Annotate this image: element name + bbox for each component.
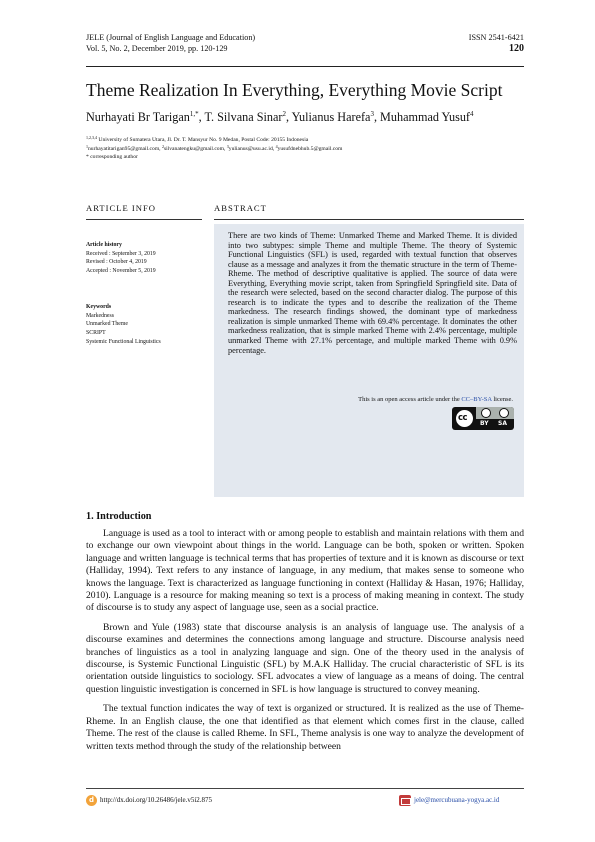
- author-sup: 3: [370, 110, 374, 118]
- accepted-date: Accepted : November 5, 2019: [86, 268, 156, 275]
- keywords-heading: Keywords: [86, 303, 112, 310]
- affiliations: $^{1,2,3,4}$ University of Sumatera Utara, Jl. Dr. T. Mansyur No. 9 Medan, Postal Code: 20155 Indonesia $^1$nurhayatitarigan95@gmail.com, $^2$silvanatengku@gmail.com, $^3$yulianus@usu.ac.id, $^4$yusufdnebhub.5@gmail.com * corresponding author: [86, 135, 343, 161]
- author-name: T. Silvana Sinar: [204, 110, 283, 124]
- license-text: This is an open access article under the: [358, 396, 462, 403]
- share-alike-icon: [499, 408, 509, 418]
- cc-icon: [455, 409, 474, 428]
- corresponding-note: * corresponding author: [86, 154, 138, 161]
- author-name: Muhammad Yusuf: [380, 110, 470, 124]
- email-sup: 2: [161, 143, 164, 149]
- article-info-divider: [86, 219, 202, 220]
- article-info: [86, 241, 206, 346]
- author-list: Nurhayati Br Tarigan$^{1,*}$, T. Silvana Sinar$^2$, Yulianus Harefa$^3$, Muhammad Yusuf$^4$: [86, 110, 474, 124]
- article-info-heading: ARTICLE INFO: [86, 203, 156, 213]
- paragraph: Brown and Yule (1983) state that discourse analysis is an analysis of language use. The analysis of a discourse examines and determines the connections among language and structure. Discourse analysis need branches of linguistics as a tool in analyzing language and sign. One of the theory used in the analysis of discourse, is Systemic Functional Linguistic (SFL) by M.A.K Halliday. The crucial characteristic of SFL is its orientation outside linguistics to sociology. SFL advocates a view of language as a means of doing. The central question linguistic investigation is concerned in SFL is how language is structured to convey meaning.: [86, 621, 524, 695]
- revised-date: Revised : October 4, 2019: [86, 259, 147, 266]
- paper-title: Theme Realization In Everything, Everything Movie Script: [86, 80, 503, 100]
- keyword: Unmarked Theme: [86, 321, 128, 328]
- cc-symbol: cc: [458, 413, 467, 423]
- keyword: Markedness: [86, 312, 115, 319]
- keyword: SCRIPT: [86, 329, 106, 336]
- introduction-body: [86, 528, 524, 760]
- received-date: Received : September 3, 2019: [86, 250, 156, 257]
- cc-by-sa-badge[interactable]: [452, 407, 514, 430]
- footer-divider: [86, 788, 524, 789]
- license-text-end: license.: [491, 396, 513, 403]
- author-name: Yulianus Harefa: [291, 110, 371, 124]
- email-link[interactable]: jele@mercubuana-yogya.ac.id: [414, 796, 500, 804]
- cc-by-label: BY: [480, 420, 489, 427]
- license-link[interactable]: CC–BY-SA: [461, 396, 492, 403]
- author-sup: 1,*: [189, 110, 199, 118]
- affil-sup: 1,2,3,4: [86, 135, 97, 140]
- author-name: Nurhayati Br Tarigan: [86, 110, 190, 124]
- author-email: nurhayatitarigan95@gmail.com: [88, 145, 160, 152]
- abstract-heading: ABSTRACT: [214, 203, 267, 213]
- paragraph: Language is used as a tool to interact with or among people to establish and maintain relations with them and to exchange our own viewpoint about things in the world. Language can be both, spoken or written. Spoken language and written language is technical terms that has properties of texture and it is known as discourse or text (Halliday, 1994). Text refers to any instance of language, in any medium, that makes sense to someone who knows the language. Text is characterized as language functioning in context (Halliday & Hasan, 1976; Halliday, 2010). Language is a resource for making meaning so text is a process of making meaning in context. The study of discourse is to study any aspect of language use, seen as a social practice.: [86, 528, 524, 614]
- issn: ISSN 2541-6421: [468, 33, 524, 42]
- page-number: 120: [509, 42, 524, 54]
- abstract-divider: [214, 219, 524, 220]
- author-sup: 4: [469, 110, 474, 118]
- author-email: silvanatengku@gmail.com: [163, 145, 224, 152]
- paragraph: The textual function indicates the way of text is organized or structured. It is realized as the use of Theme-Rheme. In an English clause, the one that identified as that element which comes first in the clause, called Theme. The rest of the clause is called Rheme. In SFL, Theme analysis is one way to analyze the development of written texts method through the study of the relationship between: [86, 703, 524, 752]
- attribution-icon: [481, 408, 491, 418]
- author-email: yusufdnebhub.5@gmail.com: [277, 145, 343, 152]
- affiliation-address: University of Sumatera Utara, Jl. Dr. T. Mansyur No. 9 Medan, Postal Code: 20155 Indonesia: [98, 137, 309, 143]
- running-header: [86, 33, 524, 54]
- history-heading: Article history: [86, 242, 122, 248]
- email-sup: 3: [226, 143, 229, 149]
- license-statement: [228, 396, 513, 403]
- email-sup: 4: [275, 143, 278, 149]
- header-divider: [86, 66, 524, 67]
- introduction-heading: 1. Introduction: [86, 511, 152, 522]
- author-sup: 2: [282, 110, 286, 118]
- journal-name: JELE (Journal of English Language and Education): [86, 33, 256, 42]
- email-icon: [399, 795, 411, 806]
- email-sup: 1: [86, 143, 88, 149]
- author-email: yulianus@usu.ac.id: [228, 145, 273, 152]
- doi-link[interactable]: http://dx.doi.org/10.26486/jele.v5i2.875: [100, 796, 213, 804]
- volume-info: Vol. 5, No. 2, December 2019, pp. 120-129: [86, 43, 228, 53]
- doi-icon: d: [86, 795, 97, 806]
- keyword: Systemic Functional Linguistics: [86, 338, 161, 345]
- abstract-text: There are two kinds of Theme: Unmarked Theme and Marked Theme. It is divided into two subtypes: simple Theme and multiple Theme. The theory of Systemic Functional Linguistics (SFL) is used, regarded with textual function that observes clause as a message and analyzes it from the thematic structure in the term of Theme-Rheme. The method of descriptive qualitative is applied. The source of data were Everything, Everything movie script, taken from Springfield Springfield site. Data of the research were selected, based on the second character dialog. The purpose of this research is to indicate the types and to describe the realization of the Theme markedness. The research findings showed, the dominant type of markedness realization is simple unmarked Theme with 69.4% percentage. It dominates the other markedness realization, that is simple marked Theme with 2.4% percentage, multiple unmarked Theme with 27.1% percentage, and multiple marked Theme with 0.9% percentage.: [228, 231, 517, 355]
- cc-sa-label: SA: [498, 420, 507, 427]
